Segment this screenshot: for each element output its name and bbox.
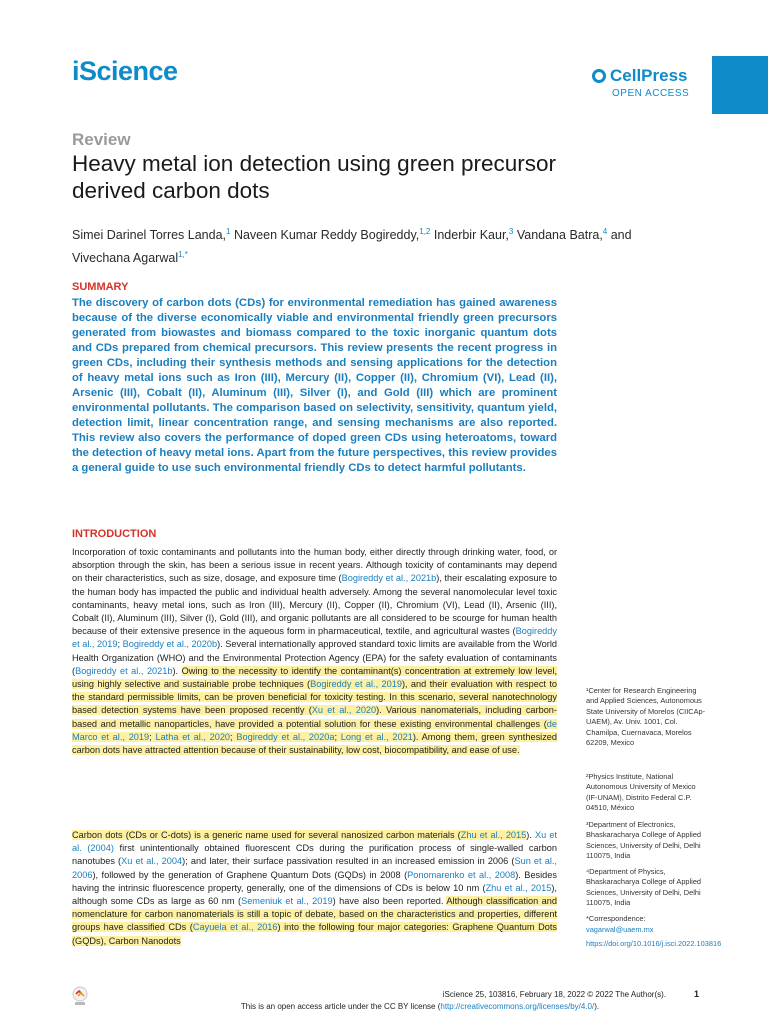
publisher-logo[interactable] — [592, 66, 688, 86]
author-name: Naveen Kumar Reddy Bogireddy, — [233, 228, 420, 243]
header-accent-bar — [712, 56, 768, 114]
author-name: Inderbir Kaur, — [433, 228, 509, 243]
affiliation-4: ⁴Department of Physics, Bhaskaracharya College of Applied Sciences, University of Delhi, Delhi 110075, India — [586, 867, 702, 908]
license-link[interactable]: http://creativecommons.org/licenses/by/4.0/ — [440, 1002, 595, 1011]
publisher-name: CellPress — [610, 66, 688, 85]
citation-link[interactable]: Bogireddy et al., 2019 — [72, 626, 557, 650]
page-number: 1 — [694, 989, 700, 999]
paragraph-text: ; — [230, 731, 237, 742]
citation-link[interactable]: Xu et al., 2004 — [121, 856, 183, 867]
author-affiliation-marker[interactable]: 3 — [508, 227, 514, 236]
citation-link[interactable]: Xu et al., 2020 — [311, 705, 377, 716]
paragraph-text: ) have also been reported. — [332, 896, 447, 907]
footer-license — [140, 1002, 700, 1011]
correspondence-label: *Correspondence: — [586, 914, 646, 923]
paragraph-text: Although classification and nomenclature for carbon nanomaterials is still a topic of debate, based on the characteristics and properties, different groups have classified CDs ( — [72, 896, 558, 933]
doi-link[interactable]: https://doi.org/10.1016/j.isci.2022.103816 — [586, 939, 722, 948]
paragraph-text: ) into the following four major categories: Graphene Quantum Dots (GQDs), Carbon Nanodots — [72, 922, 557, 946]
citation-link[interactable]: Zhu et al., 2015 — [485, 882, 552, 893]
author-affiliation-marker[interactable]: 1,2 — [419, 227, 431, 236]
correspondence-email-link[interactable]: vagarwal@uaem.mx — [586, 925, 654, 934]
author-affiliation-marker[interactable]: 1 — [226, 227, 231, 236]
paragraph-text: ; — [117, 639, 123, 650]
license-text-end: ). — [594, 1002, 600, 1011]
license-text: This is an open access article under the CC BY license ( — [240, 1002, 441, 1011]
citation-link[interactable]: Long et al., 2021 — [340, 731, 413, 742]
paragraph-text: ). — [172, 665, 182, 676]
paragraph-text: ); and later, their surface passivation resulted in an increased emission in 2006 ( — [182, 856, 515, 867]
journal-logo: iScience — [72, 56, 178, 86]
article-title: Heavy metal ion detection using green precursor derived carbon dots — [72, 151, 557, 203]
citation-link[interactable]: Ponomarenko et al., 2008 — [407, 869, 516, 880]
summary-heading: SUMMARY — [72, 281, 129, 293]
author-affiliation-marker[interactable]: 1,* — [178, 250, 188, 260]
citation-link[interactable]: de Marco et al., 2019 — [72, 718, 557, 742]
paragraph-text: ), although some CDs as large as 60 nm ( — [72, 882, 557, 907]
footer-citation: iScience 25, 103816, February 18, 2022 © 2022 The Author(s). — [442, 990, 666, 999]
intro-paragraph-2 — [72, 829, 557, 948]
cellpress-icon — [592, 69, 606, 83]
paragraph-text: ). Among them, green synthesized carbon dots have attracted attention because of their sustainability, low cost, biocompatibility, and ease of use. — [72, 731, 558, 756]
introduction-heading: INTRODUCTION — [72, 528, 157, 540]
paragraph-text: ; — [149, 731, 156, 742]
paragraph-text: ), their escalating exposure to the human body has impacted the public and individual health adversely. Among the several nanomolecular level toxic contaminants, heavy metal ions, such as Iron (III), Mercury (II), Copper (II), Chromium (VI), Lead (II), Arsenic (III), Cobalt (II), Aluminum (III), Silver (I), Gold (III), and organic pollutants are all considered to be scourge for human health because of their extensive presence in the aqueous form in pharmaceutical, textile, and agricultural wastes ( — [72, 573, 558, 637]
paragraph-text: ), and their evaluation with respect to the standard permissible limits, can be proven beneficial for toxicity testing. In this scenario, several nanotechnology based detection systems have been proposed recently ( — [72, 679, 557, 716]
citation-link[interactable]: Bogireddy et al., 2021b — [75, 665, 173, 676]
intro-paragraph-1 — [72, 546, 557, 757]
author-affiliation-marker[interactable]: 4 — [602, 227, 608, 236]
paragraph-text: ; — [334, 731, 341, 742]
author-list — [72, 222, 632, 268]
citation-link[interactable]: Cayuela et al., 2016 — [192, 922, 278, 933]
paragraph-text: ). Several internationally approved standard toxic limits are available from the World Health Organization (WHO) and the Environmental Protection Agency (EPA) for the safety evaluation of contaminants ( — [72, 639, 558, 676]
citation-link[interactable]: Sun et al., 2006 — [72, 856, 557, 880]
affiliation-1: ¹Center for Research Engineering and Applied Sciences, Autonomous State University of Morelos (CIICAp-UAEM), Av. Univ. 1001, Col. Chamilpa, Cuernavaca, Morelos 62209, Mexico — [586, 686, 706, 748]
open-access-label: OPEN ACCESS — [612, 88, 690, 99]
citation-link[interactable]: Zhu et al., 2015 — [460, 830, 527, 840]
citation-link[interactable]: Bogireddy et al., 2021b — [341, 573, 437, 584]
paragraph-text: ). Besides having the intrinsic fluorescence property, generally, one of the dimensions of CDs is below 10 nm ( — [72, 869, 557, 893]
author-name: Simei Darinel Torres Landa, — [72, 228, 227, 243]
citation-link[interactable]: Latha et al., 2020 — [155, 731, 231, 742]
author-name: Vandana Batra, — [516, 228, 603, 243]
citation-link[interactable]: Bogireddy et al., 2020b — [122, 639, 218, 650]
summary-text: The discovery of carbon dots (CDs) for environmental remediation has gained awareness because of the diverse economically viable and environmental friendly green precursors generated from biowastes and biomass compared to the toxic inorganic quantum dots and CDs prepared from chemical precursors. This review presents the recent progress in green CDs, including their synthesis methods and sensing applications for the detection of heavy metal ions such as Iron (III), Mercury (II), Copper (II), Chromium (VI), Lead (II), Arsenic (III), Cobalt (II), Aluminum (III), Silver (I), and Gold (III) which are prominent environmental pollutants. The comparison based on selectivity, sensitivity, quantum yield, detection limit, linear concentration range, and sensing mechanisms are also reported. This review also covers the performance of doped green CDs using heteroatoms, toward the detection of heavy metal ions. Apart from the future perspectives, this review provides a general guide to use such environmental friendly CDs to detect harmful pollutants. — [72, 297, 557, 474]
citation-link[interactable]: Xu et al. (2004) — [72, 830, 557, 854]
check-for-updates-icon[interactable] — [69, 985, 91, 1007]
citation-link[interactable]: Semeniuk et al., 2019 — [241, 896, 333, 907]
affiliation-3: ³Department of Electronics, Bhaskaracharya College of Applied Sciences, University of Delhi, Delhi 110075, India — [586, 820, 702, 861]
citation-link[interactable]: Bogireddy et al., 2019 — [310, 679, 402, 690]
paragraph-text: ). Various nanomaterials, including carbon-based and metallic nanoparticles, have provided a potential solution for these existing environmental challenges ( — [72, 705, 557, 729]
paragraph-text: ). — [526, 830, 535, 840]
article-type: Review — [72, 130, 131, 149]
paragraph-text: Carbon dots (CDs or C-dots) is a generic name used for several nanosized carbon materials ( — [72, 830, 461, 840]
paragraph-text: ), followed by the generation of Graphene Quantum Dots (GQDs) in 2008 ( — [92, 869, 408, 880]
affiliation-2: ²Physics Institute, National Autonomous University of Mexico (IF-UNAM), Distrito Federal C.P. 04510, México — [586, 772, 696, 813]
author-name: and Vivechana Agarwal — [72, 228, 632, 266]
paragraph-text: Incorporation of toxic contaminants and pollutants into the human body, either directly through drinking water, food, or absorption through the skin, has been a serious issue in recent years. Although toxicity of contaminants may depend on their characteristics, such as size, dosage, and exposure time ( — [72, 547, 557, 584]
citation-link[interactable]: Bogireddy et al., 2020a — [236, 731, 335, 742]
paragraph-text: Owing to the necessity to identify the contaminant(s) concentration at extremely low level, using highly selective and sustainable probe techniques ( — [72, 665, 558, 690]
paragraph-text: first unintentionally obtained fluorescent CDs during the purification process of single-walled carbon nanotubes ( — [72, 843, 557, 867]
